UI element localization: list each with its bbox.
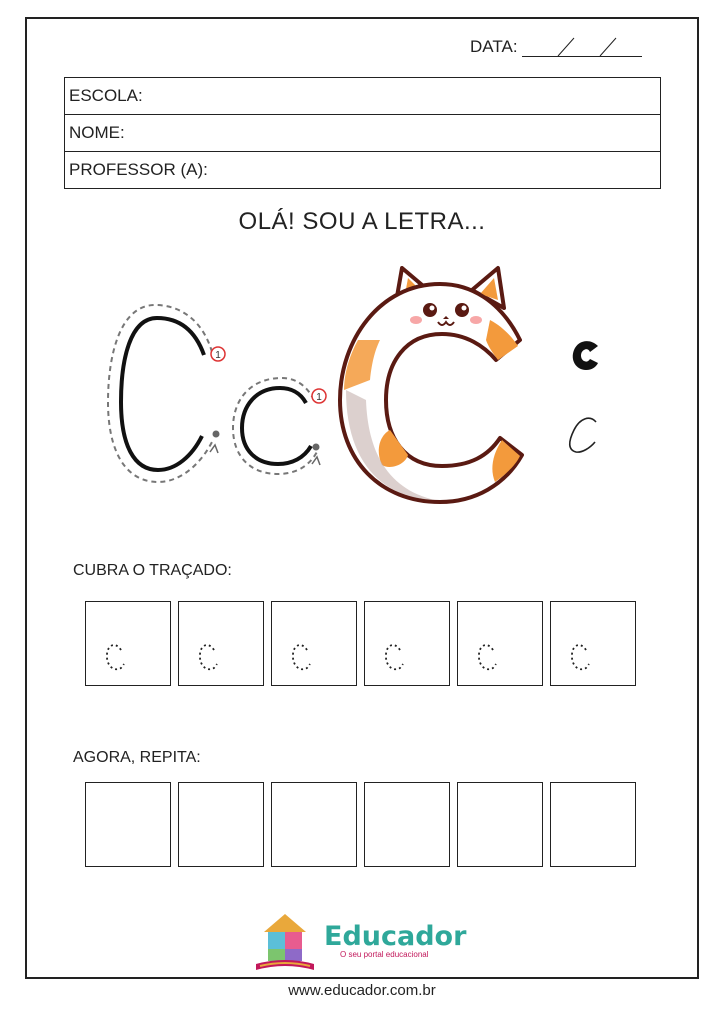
practice-box[interactable] <box>457 782 543 867</box>
trace-box[interactable] <box>550 601 636 686</box>
practice-box[interactable] <box>271 782 357 867</box>
cursive-c-glyph <box>570 418 596 452</box>
page-title: OLÁ! SOU A LETRA... <box>238 208 486 235</box>
teacher-field[interactable]: PROFESSOR (A): <box>65 152 661 189</box>
trace-box[interactable] <box>364 601 450 686</box>
cat-letter-c-icon <box>340 268 522 502</box>
name-field[interactable]: NOME: <box>65 115 661 152</box>
brand-tagline: O seu portal educacional <box>340 949 429 959</box>
trace-boxes <box>85 601 636 686</box>
repeat-boxes <box>85 782 636 867</box>
practice-box[interactable] <box>364 782 450 867</box>
practice-box[interactable] <box>85 782 171 867</box>
trace-box[interactable] <box>271 601 357 686</box>
letter-c-illustration <box>90 260 620 510</box>
stroke-number-lower: 1 <box>316 392 322 403</box>
trace-box[interactable] <box>457 601 543 686</box>
date-field <box>470 36 642 57</box>
date-input-line[interactable] <box>522 36 642 57</box>
date-slashes-icon <box>522 36 642 58</box>
practice-box[interactable] <box>550 782 636 867</box>
educador-logo <box>252 908 466 974</box>
student-info-table <box>64 77 661 189</box>
brand-name: Educador <box>324 920 467 952</box>
practice-box[interactable] <box>178 782 264 867</box>
stroke-number-upper: 1 <box>215 350 221 361</box>
trace-section-label: CUBRA O TRAÇADO: <box>73 562 232 579</box>
trace-box[interactable] <box>85 601 171 686</box>
educador-logo-icon <box>252 908 318 974</box>
footer-url[interactable]: www.educador.com.br <box>288 982 436 999</box>
bold-c-glyph <box>573 341 598 370</box>
uppercase-c-tracing <box>108 305 225 482</box>
date-label: DATA: <box>470 37 518 56</box>
school-field[interactable]: ESCOLA: <box>65 78 661 115</box>
lowercase-c-tracing <box>233 378 326 474</box>
repeat-section-label: AGORA, REPITA: <box>73 749 201 766</box>
trace-box[interactable] <box>178 601 264 686</box>
